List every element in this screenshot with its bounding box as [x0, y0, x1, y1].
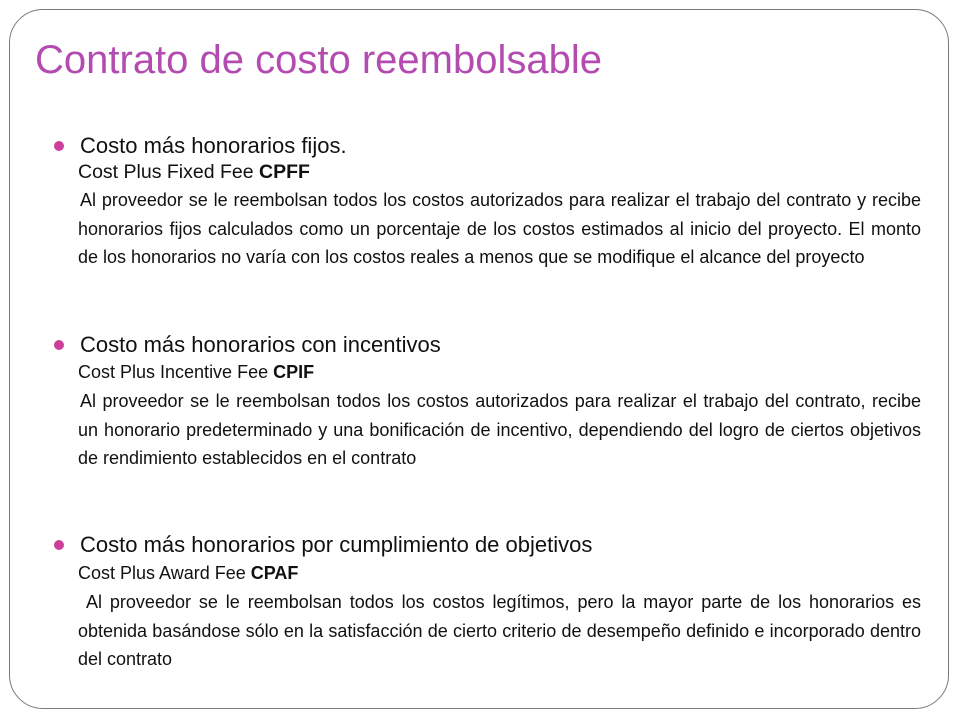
contract-type-description: [78, 186, 921, 272]
contract-type-subtitle: [78, 360, 314, 384]
bullet-dot-icon: [54, 141, 64, 151]
bullet-heading: Costo más honorarios con incentivos: [80, 332, 441, 357]
bullet-dot-icon: [54, 540, 64, 550]
contract-type-subtitle: [78, 160, 310, 184]
contract-type-description: [78, 387, 921, 473]
bullet-heading: Costo más honorarios fijos.: [80, 133, 347, 158]
description-text: Al proveedor se le reembolsan todos los costos autorizados para realizar el trabajo del contrato y recibe honorarios fijos calculados como un porcentaje de los costos estimados al inicio del proyecto. El monto de los honorarios no varía con los costos reales a menos que se modifique el alcance del proyecto: [78, 190, 921, 267]
contract-type-description: [78, 588, 921, 674]
contract-type-name: Cost Plus Award Fee: [78, 563, 251, 583]
bullet-heading: Costo más honorarios por cumplimiento de objetivos: [80, 532, 593, 557]
description-text: Al proveedor se le reembolsan todos los costos autorizados para realizar el trabajo del contrato, recibe un honorario predeterminado y una bonificación de incentivo, dependiendo del logro de ciertos objetivos de rendimiento establecidos en el contrato: [78, 391, 921, 468]
contract-type-subtitle: [78, 561, 298, 585]
contract-type-code: CPIF: [273, 362, 315, 382]
contract-type-code: CPAF: [250, 563, 299, 583]
contract-type-name: Cost Plus Fixed Fee: [78, 161, 259, 183]
contract-type-name: Cost Plus Incentive Fee: [78, 362, 274, 382]
slide-title: Contrato de costo reembolsable: [35, 38, 602, 82]
contract-type-code: CPFF: [258, 161, 310, 183]
bullet-dot-icon: [54, 340, 64, 350]
description-text: Al proveedor se le reembolsan todos los costos legítimos, pero la mayor parte de los honorarios es obtenida basándose sólo en la satisfacción de cierto criterio de desempeño definido e incorporado dentro del contrato: [78, 592, 921, 669]
